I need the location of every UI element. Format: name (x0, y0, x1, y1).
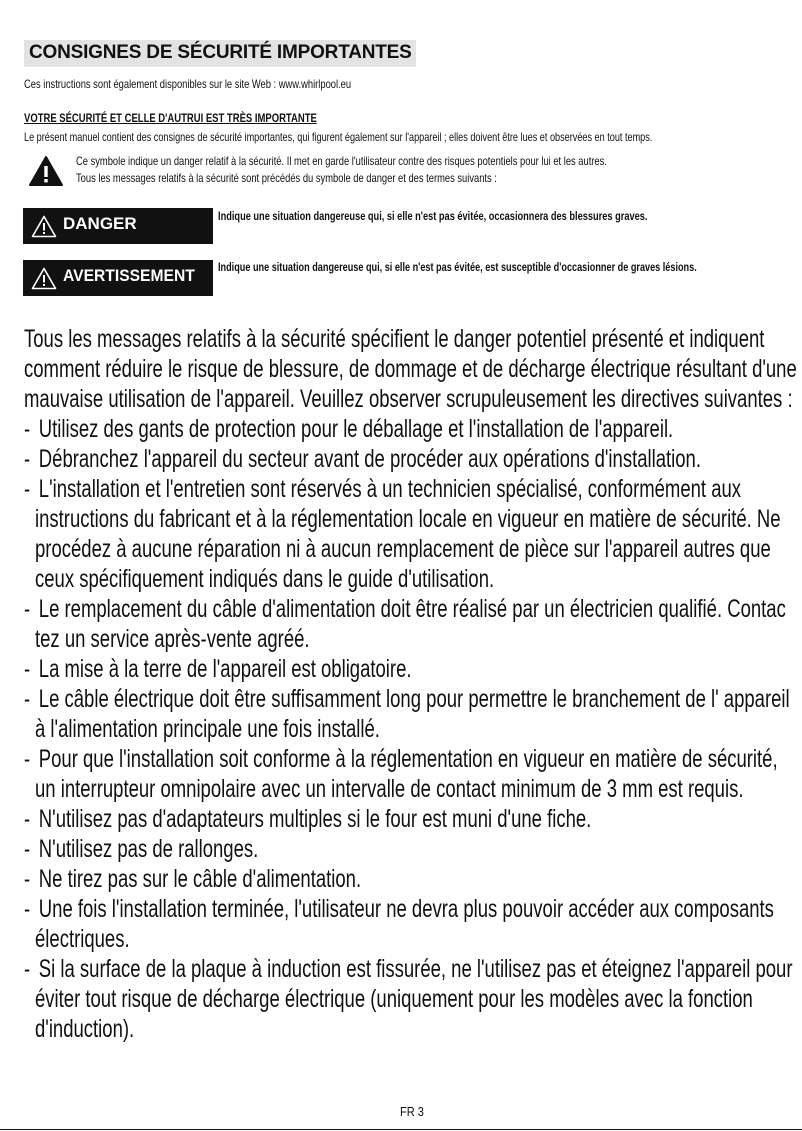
safety-instructions (24, 324, 802, 1044)
warning-signal-box (23, 260, 213, 296)
bullet-line-text: Utilisez des gants de protection pour le déballage et l'installation de l'appareil. (38, 415, 674, 443)
bullet-line-text: procédez à aucune réparation ni à aucun remplacement de pièce sur l'appareil autres que (35, 535, 771, 563)
bullet-text (35, 714, 380, 744)
bullet-line-text: La mise à la terre de l'appareil est obligatoire. (38, 655, 412, 683)
intro-paragraph-line (24, 384, 802, 414)
bullet-dash: - (24, 685, 31, 713)
bullet-item-continuation (24, 504, 802, 534)
bullet-item (24, 474, 802, 504)
web-note: Ces instructions sont également disponibles sur le site Web : www.whirlpool.eu (24, 77, 352, 91)
bullet-text (24, 414, 673, 444)
bullet-item (24, 834, 802, 864)
bullet-dash: - (24, 865, 31, 893)
bullet-line-text: Une fois l'installation terminée, l'utilisateur ne devra plus pouvoir accéder aux composants (38, 895, 774, 923)
danger-description: Indique une situation dangereuse qui, si elle n'est pas évitée, occasionnera des blessures graves. (218, 209, 648, 223)
bullet-text (35, 624, 310, 654)
warning-triangle-icon (31, 267, 57, 290)
bullet-item (24, 654, 802, 684)
bullet-line-text: N'utilisez pas de rallonges. (38, 835, 259, 863)
bullet-line-text: L'installation et l'entretien sont réservés à un technicien spécialisé, conformément aux (38, 475, 742, 503)
bullet-text (35, 1014, 134, 1044)
intro-paragraph-text: mauvaise utilisation de l'appareil. Veuillez observer scrupuleusement les directives suivantes : (24, 385, 793, 413)
bullet-item (24, 444, 802, 474)
page-title: CONSIGNES DE SÉCURITÉ IMPORTANTES (29, 42, 412, 63)
bullet-text (24, 894, 774, 924)
bullet-text (24, 654, 412, 684)
bullet-item (24, 684, 802, 714)
bullet-text (35, 564, 494, 594)
bullet-text (35, 534, 771, 564)
bullet-item (24, 864, 802, 894)
bullet-text (24, 954, 792, 984)
bullet-line-text: d'induction). (35, 1015, 135, 1043)
bullet-text (35, 984, 753, 1014)
bullet-dash: - (24, 655, 31, 683)
safety-subheading: VOTRE SÉCURITÉ ET CELLE D'AUTRUI EST TRÈS IMPORTANTE (24, 111, 317, 125)
bullet-item-continuation (24, 984, 802, 1014)
bullet-text (35, 924, 130, 954)
danger-label: DANGER (63, 214, 137, 233)
warning-label: AVERTISSEMENT (63, 266, 195, 285)
bullet-line-text: instructions du fabricant et à la réglementation locale en vigueur en matière de sécurité. Ne (35, 505, 781, 533)
bullet-text (24, 864, 361, 894)
bullet-dash: - (24, 955, 31, 983)
bullet-text (35, 504, 781, 534)
bullet-text (24, 684, 790, 714)
bullet-dash: - (24, 475, 31, 503)
bullet-item-continuation (24, 624, 802, 654)
intro-paragraph-line (24, 354, 802, 384)
bullet-dash: - (24, 805, 31, 833)
bullet-text (24, 594, 786, 624)
danger-signal-box (23, 208, 213, 244)
bullet-text (24, 474, 741, 504)
warning-triangle-icon (31, 215, 57, 238)
symbol-explanation (76, 153, 757, 187)
bullet-item (24, 414, 802, 444)
bullet-dash: - (24, 895, 31, 923)
bullet-line-text: un interrupteur omnipolaire avec un intervalle de contact minimum de 3 mm est requis. (35, 775, 744, 803)
bullet-item (24, 894, 802, 924)
bullet-item-continuation (24, 534, 802, 564)
bullet-line-text: à l'alimentation principale une fois installé. (35, 715, 380, 743)
bullet-text (24, 744, 778, 774)
bullet-text (24, 444, 701, 474)
symbol-explanation-line: Tous les messages relatifs à la sécurité sont précédés du symbole de danger et des termes suivants : (76, 171, 497, 185)
bullet-dash: - (24, 415, 31, 443)
bullet-item (24, 594, 802, 624)
bullet-line-text: Ne tirez pas sur le câble d'alimentation. (38, 865, 362, 893)
bullet-line-text: ceux spécifiquement indiqués dans le guide d'utilisation. (35, 565, 495, 593)
bullet-item (24, 804, 802, 834)
bullet-item-continuation (24, 714, 802, 744)
symbol-explanation-line: Ce symbole indique un danger relatif à la sécurité. Il met en garde l'utilisateur contre des risques potentiels pour lui et les autres. (76, 154, 607, 168)
bullet-dash: - (24, 595, 31, 623)
warning-triangle-icon (28, 155, 64, 187)
bullet-text (24, 834, 258, 864)
bullet-text (24, 804, 591, 834)
intro-paragraph-line (24, 324, 802, 354)
bullet-item (24, 744, 802, 774)
bullet-line-text: N'utilisez pas d'adaptateurs multiples si le four est muni d'une fiche. (38, 805, 592, 833)
bullet-dash: - (24, 745, 31, 773)
bullet-line-text: Pour que l'installation soit conforme à la réglementation en vigueur en matière de sécurité, (38, 745, 778, 773)
bullet-item-continuation (24, 564, 802, 594)
page-number-text: FR 3 (400, 1104, 424, 1119)
intro-paragraph-text: comment réduire le risque de blessure, de dommage et de décharge électrique résultant d'une (24, 355, 797, 383)
bullet-text (35, 774, 743, 804)
bullet-line-text: électriques. (35, 925, 130, 953)
bullet-item (24, 954, 802, 984)
intro-paragraph-text: Tous les messages relatifs à la sécurité spécifient le danger potentiel présenté et indiquent (24, 325, 765, 353)
safety-intro-text: Le présent manuel contient des consignes de sécurité importantes, qui figurent également sur l'appareil ; elles doivent être lues et observées en tout temps. (24, 130, 653, 144)
bullet-line-text: Si la surface de la plaque à induction est fissurée, ne l'utilisez pas et éteignez l'appareil pour (38, 955, 793, 983)
bullet-item-continuation (24, 924, 802, 954)
footer-rule (0, 1129, 802, 1130)
warning-description: Indique une situation dangereuse qui, si elle n'est pas évitée, est susceptible d'occasionner de graves lésions. (218, 260, 697, 274)
bullet-dash: - (24, 445, 31, 473)
bullet-line-text: Débranchez l'appareil du secteur avant de procéder aux opérations d'installation. (38, 445, 701, 473)
bullet-item-continuation (24, 1014, 802, 1044)
bullet-item-continuation (24, 774, 802, 804)
page-title-bar (24, 40, 416, 67)
bullet-line-text: tez un service après-vente agréé. (35, 625, 310, 653)
bullet-line-text: Le câble électrique doit être suffisamment long pour permettre le branchement de l' appareil (38, 685, 790, 713)
page-number (400, 1104, 428, 1119)
bullet-line-text: éviter tout risque de décharge électrique (uniquement pour les modèles avec la fonction (35, 985, 753, 1013)
bullet-dash: - (24, 835, 31, 863)
bullet-line-text: Le remplacement du câble d'alimentation doit être réalisé par un électricien qualifié. Contac (38, 595, 786, 623)
